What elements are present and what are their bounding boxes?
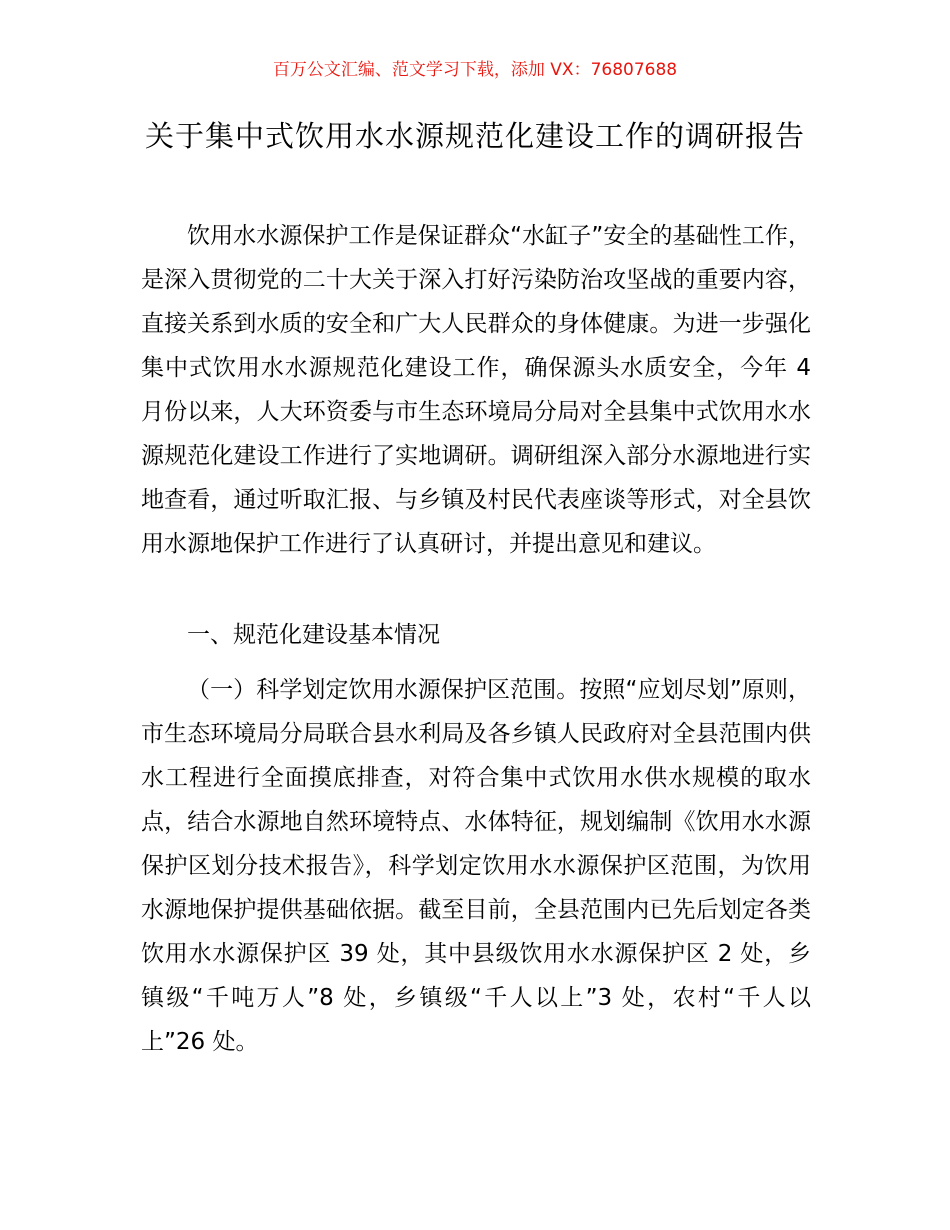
document-title: 关于集中式饮用水水源规范化建设工作的调研报告 <box>144 119 805 153</box>
paragraph-intro: 饮用水水源保护工作是保证群众“水缸子”安全的基础性工作，是深入贯彻党的二十大关于深入打好污染防治攻坚战的重要内容，直接关系到水质的安全和广大人民群众的身体健康。为进一步强化集中式饮用水水源规范化建设工作，确保源头水质安全，今年 4 月份以来，人大环资委与市生态环境局分局对全县集中式饮用水水源规范化建设工作进行了实地调研。调研组深入部分水源地进行实地查看，通过听取汇报、与乡镇及村民代表座谈等形式，对全县饮用水源地保护工作进行了认真研讨，并提出意见和建议。 <box>141 223 811 557</box>
watermark-text: 百万公文汇编、范文学习下载，添加 VX：76807688 <box>272 60 678 80</box>
paragraph-protection-zones: （一）科学划定饮用水源保护区范围。按照“应划尽划”原则，市生态环境局分局联合县水利局及各乡镇人民政府对全县范围内供水工程进行全面摸底排查，对符合集中式饮用水供水规模的取水点，结合水源地自然环境特点、水体特征，规划编制《饮用水水源保护区划分技术报告》，科学划定饮用水水源保护区范围，为饮用水源地保护提供基础依据。截至目前，全县范围内已先后划定各类饮用水水源保护区 39 处，其中县级饮用水水源保护区 2 处，乡镇级“千吨万人”8 处，乡镇级“千人以上”3 处，农村“千人以上”26 处。 <box>141 677 811 1055</box>
section-heading: 一、规范化建设基本情况 <box>187 622 440 648</box>
